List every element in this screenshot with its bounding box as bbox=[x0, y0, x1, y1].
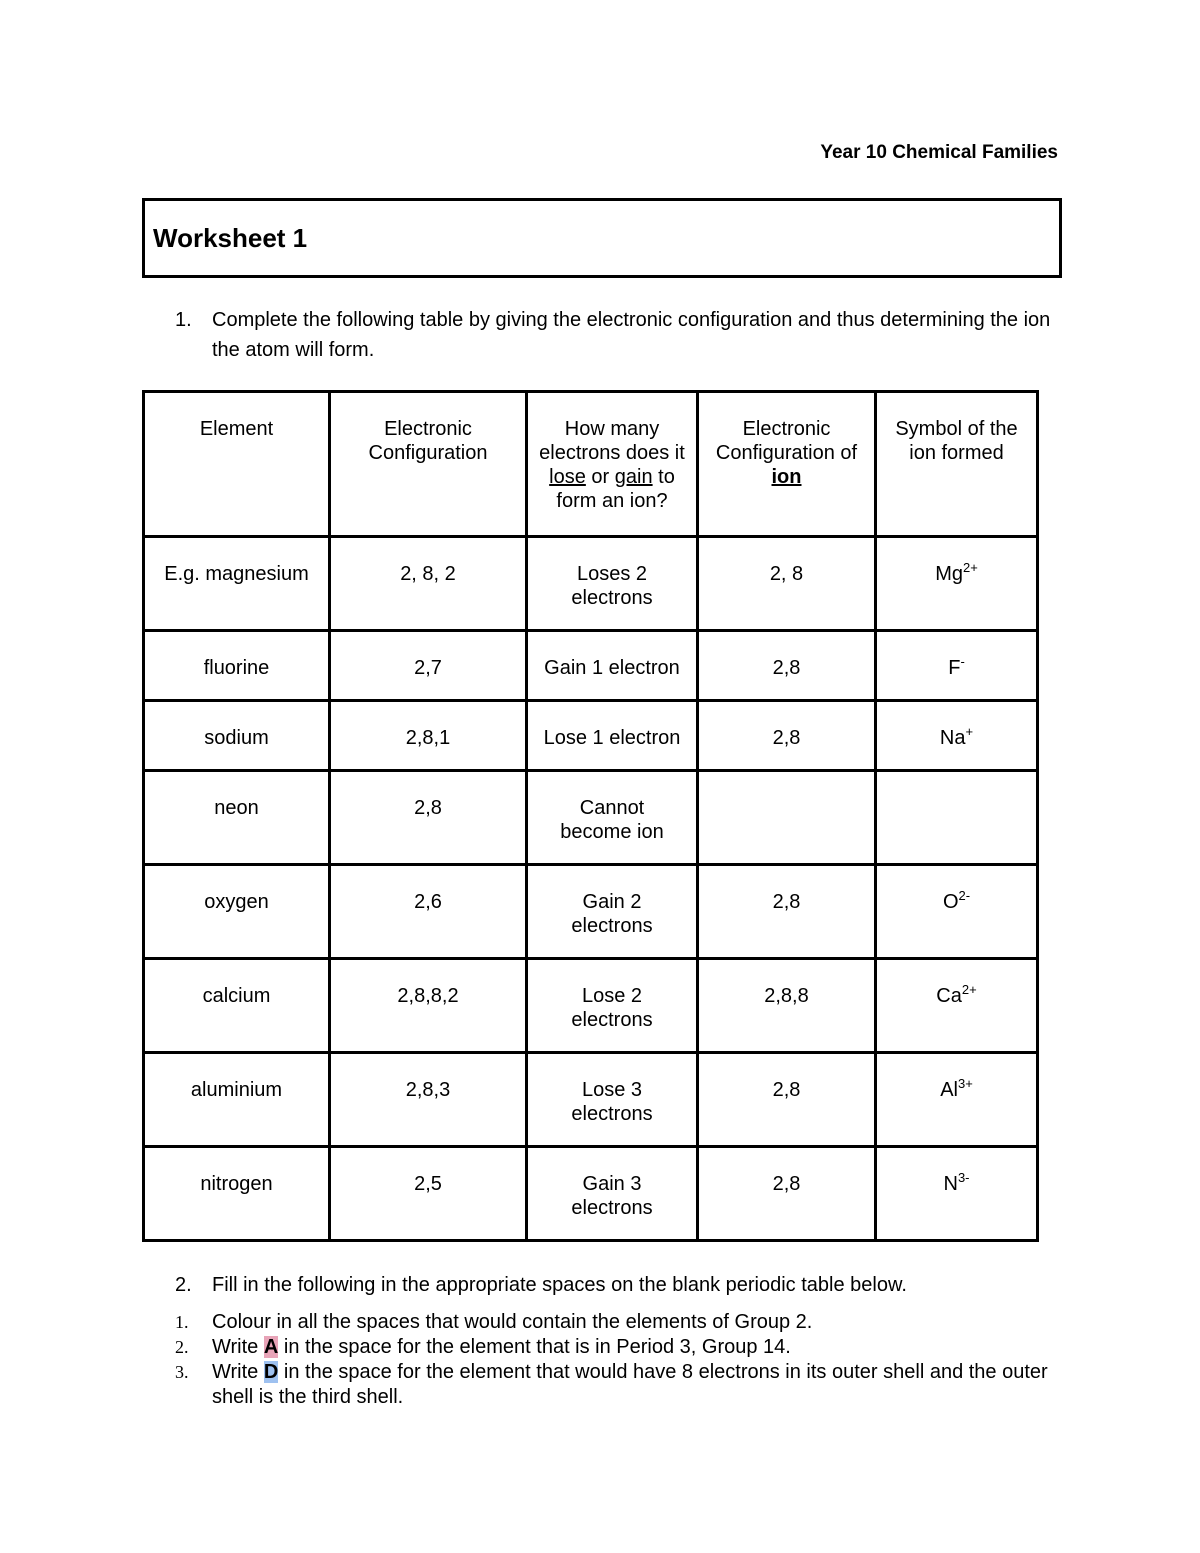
header-ion-config-a: Electronic Configuration of bbox=[715, 418, 858, 464]
cell-symbol: $N^{3-}$ bbox=[876, 1147, 1038, 1241]
cell-config: 2, 8, 2 bbox=[330, 537, 527, 631]
question-2-text: Fill in the following in the appropriate spaces on the blank periodic table below. bbox=[212, 1274, 907, 1296]
item-pre: Write bbox=[212, 1361, 259, 1383]
worksheet-title: Worksheet 1 bbox=[153, 223, 308, 253]
cell-config: 2,8,1 bbox=[330, 701, 527, 771]
cell-element: calcium bbox=[144, 959, 330, 1053]
ion-table bbox=[142, 390, 1039, 1242]
table-row bbox=[144, 537, 1038, 631]
table-row bbox=[144, 1053, 1038, 1147]
cell-change: Loses 2 electrons bbox=[527, 537, 698, 631]
cell-change: Gain 1 electron bbox=[527, 631, 698, 701]
cell-change: Lose 2 electrons bbox=[527, 959, 698, 1053]
item-pre: Write bbox=[212, 1336, 259, 1358]
cell-ion-config: 2,8 bbox=[698, 1147, 876, 1241]
question-2-item bbox=[175, 1310, 1065, 1335]
cell-symbol: $Al^{3+}$ bbox=[876, 1053, 1038, 1147]
cell-element: sodium bbox=[144, 701, 330, 771]
header-ion-config bbox=[698, 392, 876, 537]
worksheet-title-box bbox=[142, 198, 1062, 278]
cell-symbol: F- bbox=[876, 631, 1038, 701]
cell-ion-config: 2, 8 bbox=[698, 537, 876, 631]
question-1 bbox=[175, 305, 1055, 365]
cell-ion-config: 2,8 bbox=[698, 631, 876, 701]
header-lose-gain-a: How many electrons does it bbox=[539, 418, 685, 464]
table-row bbox=[144, 771, 1038, 865]
cell-element: neon bbox=[144, 771, 330, 865]
question-2-number: 2. bbox=[175, 1274, 192, 1296]
question-2-item bbox=[175, 1360, 1065, 1410]
cell-config: 2,6 bbox=[330, 865, 527, 959]
highlight-letter-d: D bbox=[263, 1361, 279, 1383]
item-number: 2. bbox=[175, 1337, 189, 1357]
cell-config: 2,8 bbox=[330, 771, 527, 865]
item-number: 1. bbox=[175, 1312, 189, 1332]
cell-change: Lose 3 electrons bbox=[527, 1053, 698, 1147]
cell-element: fluorine bbox=[144, 631, 330, 701]
cell-change: Lose 1 electron bbox=[527, 701, 698, 771]
header-lose-gain bbox=[527, 392, 698, 537]
table-row bbox=[144, 959, 1038, 1053]
item-post: in the space for the element that is in Period 3, Group 14. bbox=[283, 1336, 791, 1358]
cell-symbol: $Mg^{2+}$ bbox=[876, 537, 1038, 631]
item-text: Colour in all the spaces that would contain the elements of Group 2. bbox=[212, 1311, 813, 1333]
highlight-letter-a: A bbox=[263, 1336, 279, 1358]
cell-symbol: $O^{2-}$ bbox=[876, 865, 1038, 959]
cell-config: 2,8,8,2 bbox=[330, 959, 527, 1053]
course-title: Year 10 Chemical Families bbox=[820, 142, 1058, 163]
cell-change: Gain 2 electrons bbox=[527, 865, 698, 959]
cell-config: 2,8,3 bbox=[330, 1053, 527, 1147]
header-gain: gain bbox=[614, 466, 653, 488]
header-ion-config-b: ion bbox=[771, 466, 802, 488]
question-1-number: 1. bbox=[175, 309, 192, 331]
item-post: in the space for the element that would have 8 electrons in its outer shell and the outer shell is the third shell. bbox=[212, 1361, 1048, 1408]
question-1-text: Complete the following table by giving the electronic configuration and thus determining the ion the atom will form. bbox=[212, 309, 1051, 361]
cell-symbol bbox=[876, 771, 1038, 865]
table-row bbox=[144, 701, 1038, 771]
item-number: 3. bbox=[175, 1362, 189, 1382]
cell-element: nitrogen bbox=[144, 1147, 330, 1241]
question-2-item bbox=[175, 1335, 1065, 1360]
cell-ion-config: 2,8 bbox=[698, 865, 876, 959]
cell-element: E.g. magnesium bbox=[144, 537, 330, 631]
cell-ion-config: 2,8 bbox=[698, 1053, 876, 1147]
table-row bbox=[144, 631, 1038, 701]
cell-ion-config: 2,8,8 bbox=[698, 959, 876, 1053]
header-config: Electronic Configuration bbox=[330, 392, 527, 537]
question-2-intro bbox=[175, 1273, 1065, 1298]
cell-ion-config: 2,8 bbox=[698, 701, 876, 771]
question-2 bbox=[175, 1273, 1065, 1410]
cell-ion-config bbox=[698, 771, 876, 865]
header-element: Element bbox=[144, 392, 330, 537]
cell-symbol: Na+ bbox=[876, 701, 1038, 771]
header-or: or bbox=[591, 466, 610, 488]
cell-symbol: $Ca^{2+}$ bbox=[876, 959, 1038, 1053]
cell-element: oxygen bbox=[144, 865, 330, 959]
cell-change: Cannot become ion bbox=[527, 771, 698, 865]
header-lose-gain-b: to form an ion? bbox=[556, 466, 675, 512]
table-row bbox=[144, 1147, 1038, 1241]
table-header-row bbox=[144, 392, 1038, 537]
table-row bbox=[144, 865, 1038, 959]
cell-element: aluminium bbox=[144, 1053, 330, 1147]
cell-config: 2,5 bbox=[330, 1147, 527, 1241]
header-symbol: Symbol of the ion formed bbox=[876, 392, 1038, 537]
cell-change: Gain 3 electrons bbox=[527, 1147, 698, 1241]
header-lose: lose bbox=[549, 466, 586, 488]
cell-config: 2,7 bbox=[330, 631, 527, 701]
